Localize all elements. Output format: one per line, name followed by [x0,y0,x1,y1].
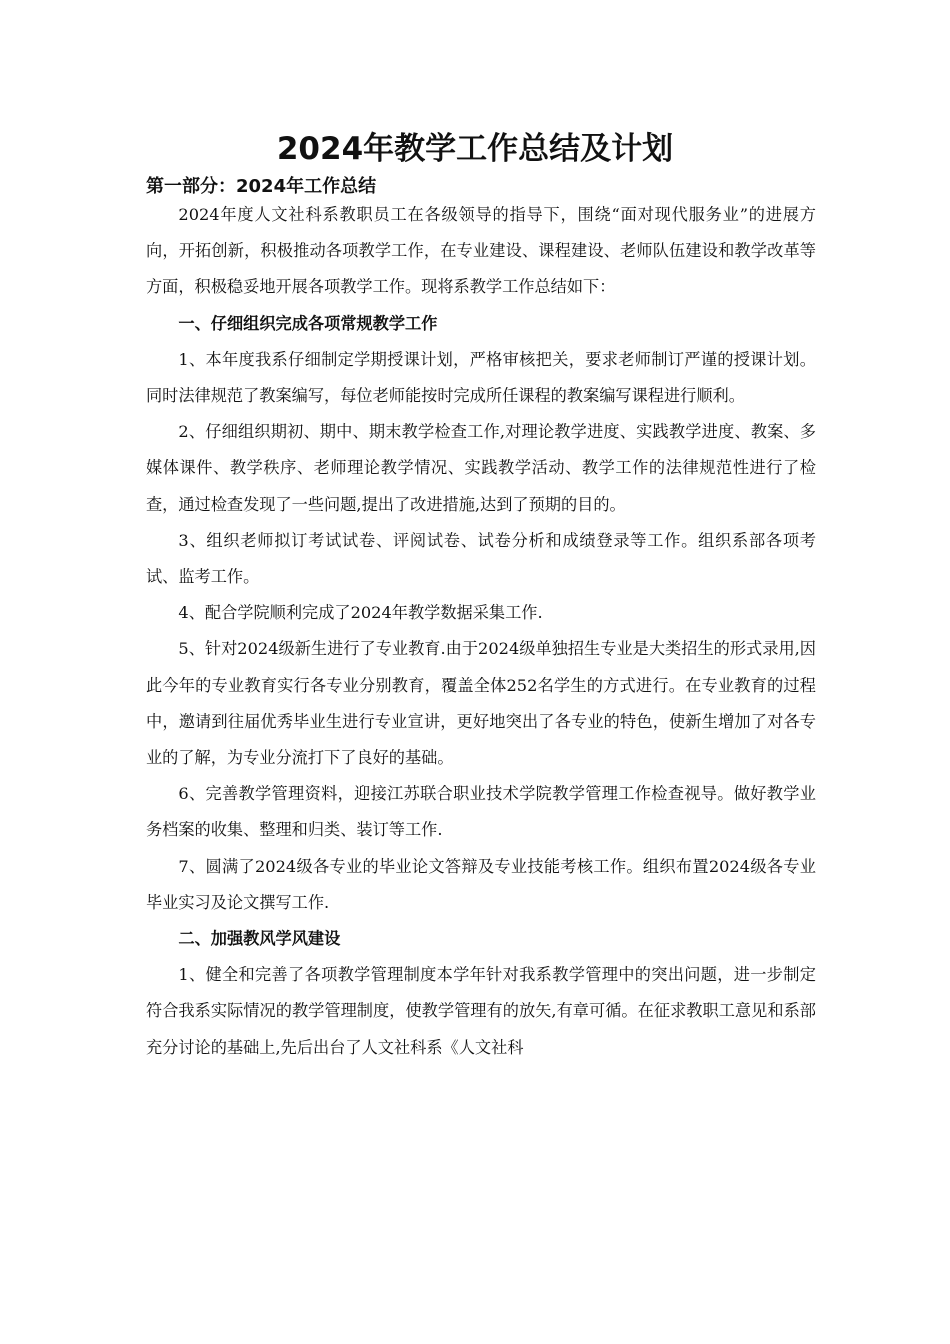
list-item: 3、组织老师拟订考试试卷、评阅试卷、试卷分析和成绩登录等工作。组织系部各项考试、监考工作。 [146,530,816,587]
list-item: 1、本年度我系仔细制定学期授课计划，严格审核把关，要求老师制订严谨的授课计划。同时法律规范了教案编写，每位老师能按时完成所任课程的教案编写课程进行顺利。 [146,349,816,406]
list-item: 4、配合学院顺利完成了2024年教学数据采集工作. [178,603,543,623]
list-item: 1、健全和完善了各项教学管理制度本学年针对我系教学管理中的突出问题，进一步制定符合我系实际情况的教学管理制度，使教学管理有的放矢,有章可循。在征求教职工意见和系部充分讨论的基础上,先后出台了人文社科系《人文社科 [146,965,816,1057]
part-heading: 第一部分：2024年工作总结 [146,176,377,197]
list-item: 2、仔细组织期初、期中、期末教学检查工作,对理论教学进度、实践教学进度、教案、多媒体课件、教学秩序、老师理论教学情况、实践教学活动、教学工作的法律规范性进行了检查，通过检查发现了一些问题,提出了改进措施,达到了预期的目的。 [146,422,816,514]
document-title: 2024年教学工作总结及计划 [276,131,674,167]
section-heading-1: 一、仔细组织完成各项常规教学工作 [178,313,438,333]
list-item: 7、圆满了2024级各专业的毕业论文答辩及专业技能考核工作。组织布置2024级各专业毕业实习及论文撰写工作. [146,856,816,912]
intro-paragraph: 2024年度人文社科系教职员工在各级领导的指导下，围绕“面对现代服务业”的进展方向，开拓创新，积极推动各项教学工作，在专业建设、课程建设、老师队伍建设和教学改革等方面，积极稳妥地开展各项教学工作。现将系教学工作总结如下： [146,205,816,297]
document-body [146,197,816,1066]
list-item: 5、针对2024级新生进行了专业教育.由于2024级单独招生专业是大类招生的形式录用,因此今年的专业教育实行各专业分别教育，覆盖全体252名学生的方式进行。在专业教育的过程中，邀请到往届优秀毕业生进行专业宣讲，更好地突出了各专业的特色，使新生增加了对各专业的了解，为专业分流打下了良好的基础。 [146,639,816,768]
list-item: 6、完善教学管理资料，迎接江苏联合职业技术学院教学管理工作检查视导。做好教学业务档案的收集、整理和归类、装订等工作. [146,784,816,840]
section-heading-2: 二、加强教风学风建设 [178,929,341,949]
